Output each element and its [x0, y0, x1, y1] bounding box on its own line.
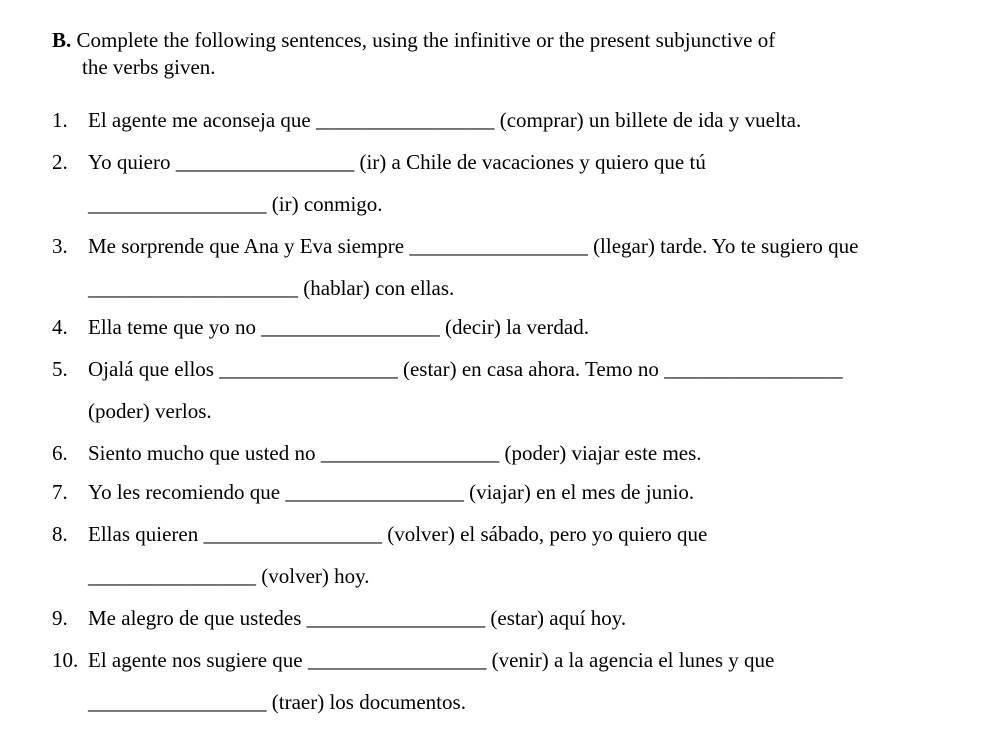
- item-number: 3.: [52, 234, 68, 258]
- item-number: 2.: [52, 150, 68, 174]
- sentence-text: (poder) verlos.: [88, 399, 212, 423]
- sentence-text: Ella teme que yo no _________________ (decir) la verdad.: [88, 315, 589, 339]
- instructions-line-2: the verbs given.: [82, 55, 216, 79]
- sentence-7: [52, 480, 694, 504]
- sentence-5: [52, 357, 843, 381]
- sentence-10-continued: [88, 690, 466, 714]
- instructions-line-1: Complete the following sentences, using the infinitive or the present subjunctive of: [76, 28, 776, 52]
- sentence-4: [52, 315, 589, 339]
- sentence-2-continued: [88, 192, 383, 216]
- sentence-text: Ojalá que ellos _________________ (estar) en casa ahora. Temo no _________________: [88, 357, 843, 381]
- sentence-9: [52, 606, 626, 630]
- sentence-3-continued: [88, 276, 454, 300]
- sentence-8-continued: [88, 564, 370, 588]
- sentence-text: Yo les recomiendo que _________________ (viajar) en el mes de junio.: [88, 480, 695, 504]
- item-number: 4.: [52, 315, 68, 339]
- sentence-text: Me sorprende que Ana y Eva siempre _________________ (llegar) tarde. Yo te sugiero que: [88, 234, 859, 258]
- sentence-text: ________________ (volver) hoy.: [88, 564, 370, 588]
- sentence-text: Yo quiero _________________ (ir) a Chile de vacaciones y quiero que tú: [88, 150, 706, 174]
- sentence-6: [52, 441, 702, 465]
- sentence-2: [52, 150, 706, 174]
- sentence-10: [52, 648, 774, 672]
- sentence-5-continued: [88, 399, 212, 423]
- sentence-text: Me alegro de que ustedes _________________ (estar) aquí hoy.: [88, 606, 627, 630]
- sentence-text: _________________ (ir) conmigo.: [88, 192, 383, 216]
- sentence-text: El agente nos sugiere que _________________ (venir) a la agencia el lunes y que: [88, 648, 775, 672]
- sentence-3: [52, 234, 858, 258]
- item-number: 7.: [52, 480, 68, 504]
- item-number: 10.: [52, 648, 79, 672]
- item-number: 6.: [52, 441, 68, 465]
- sentence-text: _________________ (traer) los documentos.: [88, 690, 466, 714]
- exercise-instructions: [52, 27, 932, 81]
- sentence-8: [52, 522, 707, 546]
- sentence-text: El agente me aconseja que _________________ (comprar) un billete de ida y vuelta.: [88, 108, 802, 132]
- sentence-text: Siento mucho que usted no _________________ (poder) viajar este mes.: [88, 441, 702, 465]
- sentence-text: Ellas quieren _________________ (volver) el sábado, pero yo quiero que: [88, 522, 708, 546]
- item-number: 5.: [52, 357, 68, 381]
- item-number: 8.: [52, 522, 68, 546]
- section-label: B.: [52, 28, 72, 52]
- item-number: 1.: [52, 108, 68, 132]
- sentence-1: [52, 108, 801, 132]
- item-number: 9.: [52, 606, 68, 630]
- sentence-text: ____________________ (hablar) con ellas.: [88, 276, 455, 300]
